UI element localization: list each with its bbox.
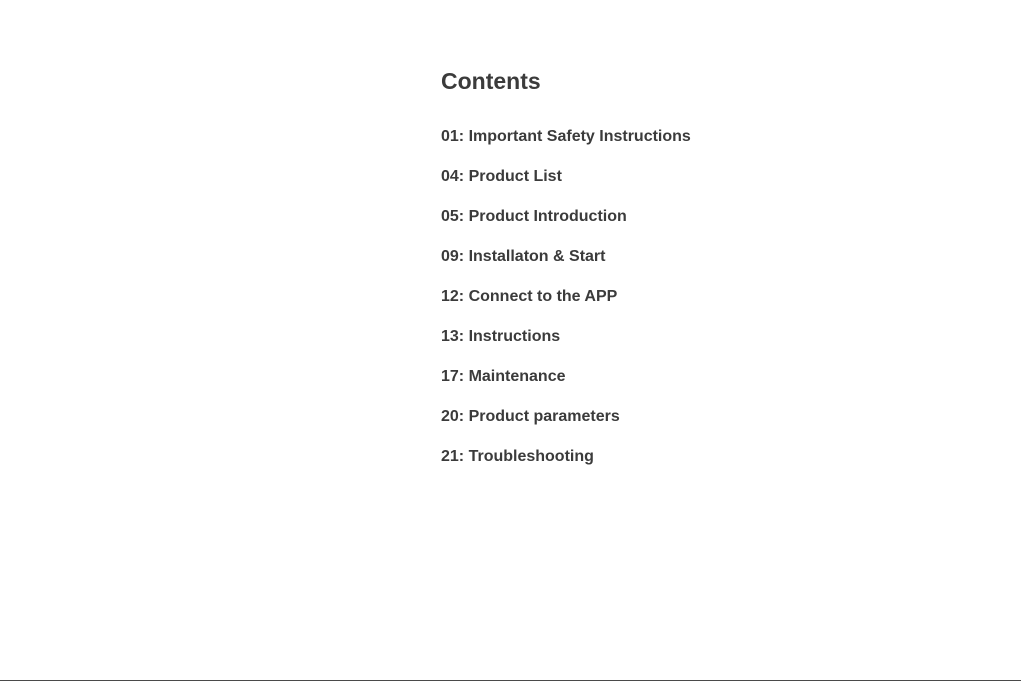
contents-item-troubleshooting: 21: Troubleshooting: [441, 448, 594, 465]
contents-list: [441, 125, 801, 485]
page-title: Contents: [441, 68, 541, 94]
contents-item-product-parameters: 20: Product parameters: [441, 408, 620, 425]
contents-item-safety-instructions: 01: Important Safety Instructions: [441, 128, 691, 145]
contents-item-instructions: 13: Instructions: [441, 328, 561, 345]
contents-item-product-introduction: 05: Product Introduction: [441, 208, 627, 225]
contents-item-product-list: 04: Product List: [441, 168, 562, 185]
contents-item-installation-start: 09: Installaton & Start: [441, 248, 606, 265]
table-of-contents: [441, 62, 691, 465]
contents-item-connect-app: 12: Connect to the APP: [441, 288, 618, 305]
contents-item-maintenance: 17: Maintenance: [441, 368, 566, 385]
